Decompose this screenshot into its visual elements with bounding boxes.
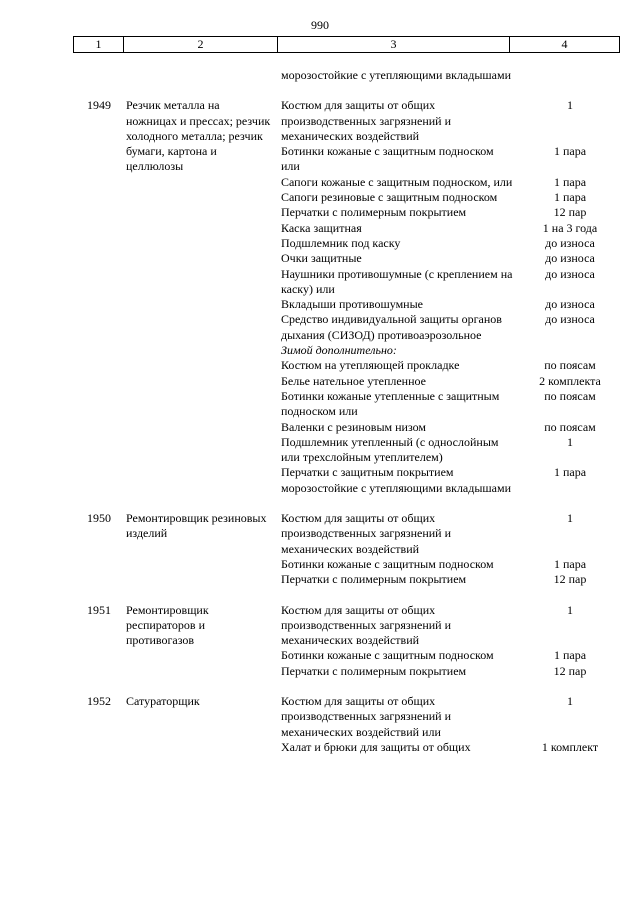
ppe-items-list: [277, 603, 619, 679]
page-number: 990: [311, 18, 329, 32]
ppe-item-name: Перчатки с полимерным покрытием: [281, 663, 467, 678]
ppe-item-name: Подшлемник утепленный (с однослойным или трехслойным утеплителем): [281, 434, 499, 465]
row-spacer: [73, 588, 619, 603]
ppe-item-name: Очки защитные: [281, 251, 362, 266]
ppe-item-name: Наушники противошумные (с креплением на каску) или: [281, 266, 513, 296]
table-row: [73, 603, 619, 679]
ppe-item-name: Костюм для защиты от общих производственных загрязнений и механических воздействий: [281, 511, 452, 556]
list-item: [281, 343, 619, 358]
ppe-item-quantity: 1 комплект: [541, 739, 599, 754]
norms-table: [73, 68, 619, 755]
ppe-item-quantity: 1: [567, 434, 573, 449]
ppe-item-quantity: 1 пара: [553, 144, 587, 159]
row-spacer: [73, 496, 619, 511]
ppe-item-name: Каска защитная: [281, 220, 362, 235]
continuation-text: морозостойкие с утепляющими вкладышами: [281, 68, 512, 82]
ppe-items-list: [277, 98, 619, 496]
ppe-item-name: Подшлемник под каску: [281, 235, 401, 250]
column-header-3: 3: [278, 37, 510, 53]
list-item: [281, 236, 619, 251]
ppe-item-quantity: 1 пара: [553, 174, 587, 189]
ppe-item-quantity: до износа: [545, 297, 595, 312]
list-item: [281, 251, 619, 266]
ppe-item-quantity: 1 пара: [553, 465, 587, 480]
ppe-item-name: Ботинки кожаные утепленные с защитным подноском или: [281, 388, 500, 419]
ppe-item-quantity: 1: [567, 602, 573, 617]
list-item: [281, 465, 619, 496]
ppe-item-name: Перчатки с защитным покрытием морозостойкие с утепляющими вкладышами: [281, 465, 512, 495]
ppe-item-name: Ботинки кожаные с защитным подноском: [281, 556, 494, 571]
list-item: [281, 648, 619, 663]
list-item: [281, 694, 619, 740]
list-item: [281, 511, 619, 557]
column-header-1: 1: [74, 37, 124, 53]
profession-name: Ремонтировщик резиновых изделий: [126, 511, 267, 541]
ppe-item-name: Белье нательное утепленное: [281, 373, 426, 388]
ppe-item-quantity: 1 пара: [553, 648, 587, 663]
list-item: [281, 205, 619, 220]
list-item: [281, 175, 619, 190]
list-item: [281, 603, 619, 649]
ppe-item-quantity: 1: [567, 511, 573, 526]
ppe-item-name: Халат и брюки для защиты от общих: [281, 739, 471, 754]
entry-number: 1951: [87, 602, 111, 617]
ppe-items-list: [277, 511, 619, 587]
ppe-item-name: Сапоги резиновые с защитным подноском: [281, 190, 498, 205]
list-item: [281, 374, 619, 389]
ppe-items-list: [277, 694, 619, 755]
ppe-item-name: Ботинки кожаные с защитным подноском: [281, 648, 494, 663]
ppe-item-quantity: 1: [567, 98, 573, 113]
entry-number: 1952: [87, 693, 111, 708]
ppe-item-quantity: 12 пар: [553, 663, 587, 678]
column-header-2: 2: [124, 37, 278, 53]
list-item: [281, 389, 619, 420]
ppe-item-quantity: 12 пар: [553, 572, 587, 587]
table-row: [73, 694, 619, 755]
ppe-item-quantity: 1 пара: [553, 190, 587, 205]
list-item: [281, 572, 619, 587]
row-spacer: [73, 679, 619, 694]
column-header-4: 4: [510, 37, 620, 53]
ppe-item-quantity: по поясам: [544, 388, 596, 403]
list-item: [281, 358, 619, 373]
ppe-item-name: Перчатки с полимерным покрытием: [281, 205, 467, 220]
profession-name: Сатураторщик: [126, 693, 200, 708]
norms-table-body: [73, 68, 619, 755]
ppe-item-quantity: 12 пар: [553, 205, 587, 220]
ppe-item-quantity: до износа: [545, 266, 595, 281]
list-item: [281, 221, 619, 236]
ppe-item-quantity: 1: [567, 693, 573, 708]
list-item: [281, 144, 619, 175]
ppe-item-quantity: 1 на 3 года: [542, 220, 598, 235]
column-header-row: [73, 36, 620, 53]
profession-name: Ремонтировщик респираторов и противогазов: [126, 602, 209, 648]
ppe-item-quantity: 1 пара: [553, 556, 587, 571]
ppe-item-name: Костюм для защиты от общих производственных загрязнений и механических воздействий: [281, 98, 452, 143]
continuation-row: [73, 68, 619, 83]
table-row: [73, 511, 619, 587]
list-item: [281, 664, 619, 679]
list-item: [281, 190, 619, 205]
ppe-item-name: Средство индивидуальной защиты органов дыхания (СИЗОД) противоаэрозольное: [281, 312, 502, 342]
ppe-item-name: Зимой дополнительно:: [281, 343, 397, 358]
row-spacer: [73, 83, 619, 98]
list-item: [281, 267, 619, 298]
ppe-item-quantity: до износа: [545, 235, 595, 250]
list-item: [281, 557, 619, 572]
list-item: [281, 435, 619, 466]
ppe-item-name: Костюм для защиты от общих производственных загрязнений и механических воздействий или: [281, 693, 452, 739]
ppe-item-quantity: до износа: [545, 312, 595, 327]
ppe-item-name: Костюм на утепляющей прокладке: [281, 358, 460, 373]
list-item: [281, 420, 619, 435]
ppe-item-name: Валенки с резиновым низом: [281, 419, 427, 434]
ppe-item-name: Сапоги кожаные с защитным подноском, или: [281, 174, 513, 189]
table-row: [73, 98, 619, 496]
ppe-item-name: Вкладыши противошумные: [281, 297, 423, 312]
entry-number: 1950: [87, 511, 111, 526]
ppe-item-quantity: по поясам: [544, 419, 596, 434]
ppe-item-quantity: до износа: [545, 251, 595, 266]
ppe-item-name: Ботинки кожаные с защитным подноском или: [281, 144, 494, 174]
ppe-item-name: Костюм для защиты от общих производственных загрязнений и механических воздействий: [281, 602, 452, 648]
ppe-item-quantity: 2 комплекта: [539, 373, 601, 388]
list-item: [281, 98, 619, 144]
ppe-item-name: Перчатки с полимерным покрытием: [281, 572, 467, 587]
ppe-item-quantity: по поясам: [544, 358, 596, 373]
list-item: [281, 312, 619, 343]
list-item: [281, 297, 619, 312]
list-item: [281, 740, 619, 755]
entry-number: 1949: [87, 98, 111, 113]
profession-name: Резчик металла на ножницах и прессах; резчик холодного металла; резчик бумаги, картона и целлюлозы: [126, 98, 271, 174]
